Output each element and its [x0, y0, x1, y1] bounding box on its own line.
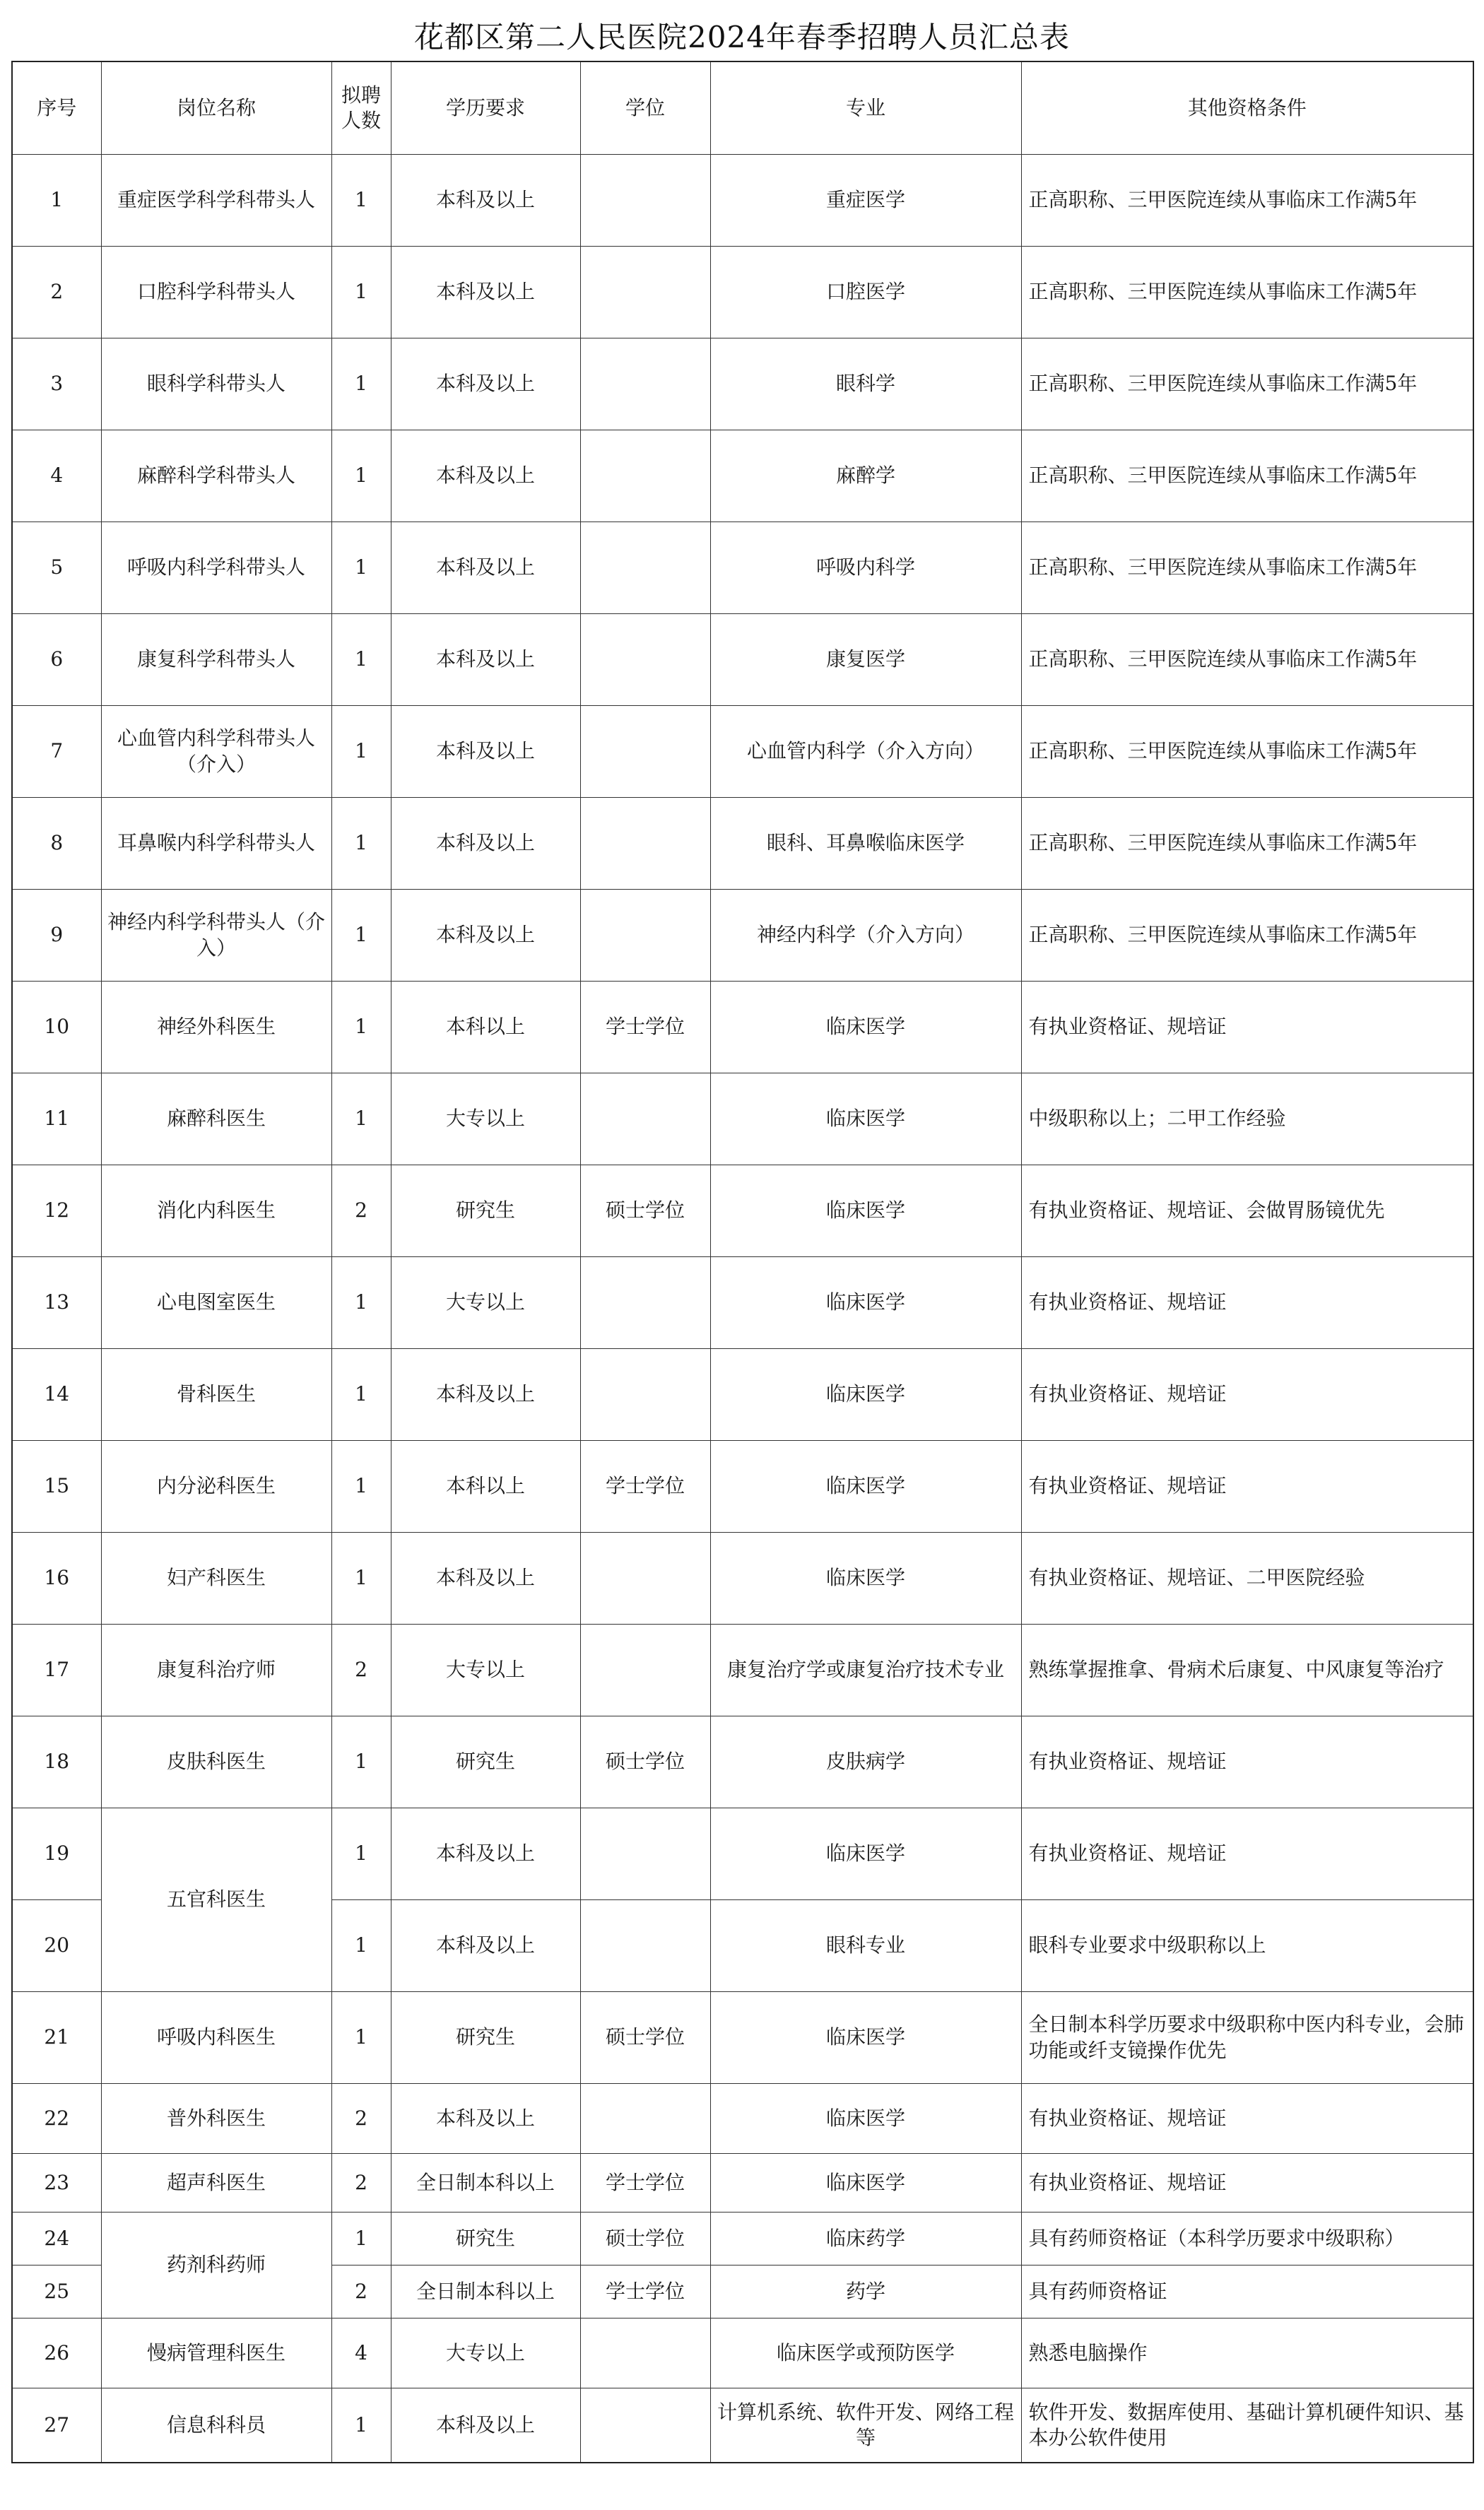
cell-position: 超声科医生	[101, 2154, 331, 2213]
cell-count: 1	[331, 155, 391, 247]
cell-degree: 硕士学位	[580, 1992, 710, 2084]
cell-major: 计算机系统、软件开发、网络工程等	[710, 2388, 1021, 2463]
cell-other: 有执业资格证、规培证	[1021, 982, 1473, 1073]
header-count: 拟聘人数	[331, 61, 391, 155]
table-row	[12, 2213, 1473, 2266]
cell-degree	[580, 522, 710, 614]
cell-seq: 24	[12, 2213, 101, 2266]
cell-other: 正高职称、三甲医院连续从事临床工作满5年	[1021, 614, 1473, 706]
cell-count: 1	[331, 1533, 391, 1625]
table-row	[12, 706, 1473, 798]
cell-major: 临床医学	[710, 1992, 1021, 2084]
cell-position: 内分泌科医生	[101, 1441, 331, 1533]
cell-seq: 5	[12, 522, 101, 614]
table-row	[12, 2318, 1473, 2388]
cell-education: 大专以上	[391, 1073, 580, 1165]
cell-other: 熟练掌握推拿、骨病术后康复、中风康复等治疗	[1021, 1625, 1473, 1716]
cell-major: 心血管内科学（介入方向）	[710, 706, 1021, 798]
cell-major: 临床药学	[710, 2213, 1021, 2266]
cell-major: 眼科、耳鼻喉临床医学	[710, 798, 1021, 890]
cell-other: 有执业资格证、规培证	[1021, 1808, 1473, 1900]
cell-other: 正高职称、三甲医院连续从事临床工作满5年	[1021, 430, 1473, 522]
cell-major: 临床医学	[710, 1257, 1021, 1349]
cell-degree	[580, 2084, 710, 2154]
table-row	[12, 430, 1473, 522]
cell-major: 眼科专业	[710, 1900, 1021, 1992]
cell-major: 临床医学	[710, 2084, 1021, 2154]
cell-degree	[580, 890, 710, 982]
cell-seq: 23	[12, 2154, 101, 2213]
cell-other: 有执业资格证、规培证	[1021, 1349, 1473, 1441]
cell-major: 重症医学	[710, 155, 1021, 247]
cell-seq: 27	[12, 2388, 101, 2463]
table-row	[12, 247, 1473, 338]
cell-major: 口腔医学	[710, 247, 1021, 338]
cell-degree	[580, 1900, 710, 1992]
cell-degree	[580, 614, 710, 706]
cell-education: 大专以上	[391, 2318, 580, 2388]
cell-education: 本科以上	[391, 1441, 580, 1533]
cell-education: 本科及以上	[391, 1533, 580, 1625]
cell-education: 本科及以上	[391, 247, 580, 338]
cell-position: 麻醉科学科带头人	[101, 430, 331, 522]
cell-major: 临床医学或预防医学	[710, 2318, 1021, 2388]
cell-education: 本科及以上	[391, 798, 580, 890]
cell-seq: 8	[12, 798, 101, 890]
cell-education: 本科及以上	[391, 338, 580, 430]
cell-count: 1	[331, 1808, 391, 1900]
cell-count: 2	[331, 2084, 391, 2154]
cell-other: 正高职称、三甲医院连续从事临床工作满5年	[1021, 247, 1473, 338]
cell-other: 眼科专业要求中级职称以上	[1021, 1900, 1473, 1992]
header-row	[12, 61, 1473, 155]
cell-position: 药剂科药师	[101, 2213, 331, 2318]
sheet-title: 花都区第二人民医院2024年春季招聘人员汇总表	[414, 20, 1070, 54]
header-other: 其他资格条件	[1021, 61, 1473, 155]
cell-seq: 16	[12, 1533, 101, 1625]
cell-count: 1	[331, 338, 391, 430]
cell-education: 全日制本科以上	[391, 2266, 580, 2318]
cell-position: 心电图室医生	[101, 1257, 331, 1349]
cell-position: 重症医学科学科带头人	[101, 155, 331, 247]
cell-position: 康复科学科带头人	[101, 614, 331, 706]
cell-other: 有执业资格证、规培证	[1021, 1257, 1473, 1349]
cell-education: 本科及以上	[391, 155, 580, 247]
cell-education: 本科及以上	[391, 2388, 580, 2463]
cell-count: 1	[331, 1992, 391, 2084]
cell-count: 1	[331, 614, 391, 706]
table-row	[12, 890, 1473, 982]
cell-education: 本科及以上	[391, 522, 580, 614]
cell-count: 1	[331, 247, 391, 338]
table-row	[12, 798, 1473, 890]
cell-count: 1	[331, 1257, 391, 1349]
cell-education: 本科及以上	[391, 1349, 580, 1441]
cell-degree: 硕士学位	[580, 1716, 710, 1808]
cell-degree	[580, 2318, 710, 2388]
header-seq: 序号	[12, 61, 101, 155]
cell-degree: 硕士学位	[580, 1165, 710, 1257]
cell-other: 正高职称、三甲医院连续从事临床工作满5年	[1021, 338, 1473, 430]
cell-count: 1	[331, 982, 391, 1073]
cell-major: 神经内科学（介入方向）	[710, 890, 1021, 982]
cell-position: 呼吸内科学科带头人	[101, 522, 331, 614]
header-degree: 学位	[580, 61, 710, 155]
cell-education: 本科及以上	[391, 1808, 580, 1900]
cell-position: 消化内科医生	[101, 1165, 331, 1257]
cell-position: 康复科治疗师	[101, 1625, 331, 1716]
cell-count: 1	[331, 2388, 391, 2463]
table-row	[12, 1533, 1473, 1625]
cell-position: 五官科医生	[101, 1808, 331, 1992]
cell-degree	[580, 247, 710, 338]
cell-other: 正高职称、三甲医院连续从事临床工作满5年	[1021, 155, 1473, 247]
cell-degree	[580, 430, 710, 522]
cell-position: 心血管内科学科带头人（介入）	[101, 706, 331, 798]
table-row	[12, 1073, 1473, 1165]
table-row	[12, 522, 1473, 614]
cell-seq: 1	[12, 155, 101, 247]
recruitment-table	[11, 61, 1474, 2463]
cell-seq: 9	[12, 890, 101, 982]
cell-seq: 18	[12, 1716, 101, 1808]
table-row	[12, 338, 1473, 430]
header-education: 学历要求	[391, 61, 580, 155]
cell-count: 1	[331, 2213, 391, 2266]
cell-major: 皮肤病学	[710, 1716, 1021, 1808]
cell-degree: 学士学位	[580, 2266, 710, 2318]
cell-other: 具有药师资格证（本科学历要求中级职称）	[1021, 2213, 1473, 2266]
cell-count: 1	[331, 1900, 391, 1992]
cell-degree	[580, 1625, 710, 1716]
table-row	[12, 1808, 1473, 1900]
cell-degree	[580, 706, 710, 798]
cell-seq: 22	[12, 2084, 101, 2154]
cell-seq: 11	[12, 1073, 101, 1165]
table-row	[12, 1625, 1473, 1716]
cell-other: 正高职称、三甲医院连续从事临床工作满5年	[1021, 522, 1473, 614]
cell-other: 具有药师资格证	[1021, 2266, 1473, 2318]
cell-other: 中级职称以上；二甲工作经验	[1021, 1073, 1473, 1165]
cell-degree: 学士学位	[580, 2154, 710, 2213]
cell-count: 1	[331, 1441, 391, 1533]
cell-major: 临床医学	[710, 1441, 1021, 1533]
cell-degree	[580, 1808, 710, 1900]
cell-degree	[580, 155, 710, 247]
cell-count: 1	[331, 890, 391, 982]
cell-position: 神经外科医生	[101, 982, 331, 1073]
cell-other: 有执业资格证、规培证	[1021, 1441, 1473, 1533]
cell-position: 麻醉科医生	[101, 1073, 331, 1165]
cell-position: 慢病管理科医生	[101, 2318, 331, 2388]
cell-position: 呼吸内科医生	[101, 1992, 331, 2084]
cell-major: 康复治疗学或康复治疗技术专业	[710, 1625, 1021, 1716]
table-row	[12, 2084, 1473, 2154]
table-row	[12, 1257, 1473, 1349]
cell-seq: 15	[12, 1441, 101, 1533]
cell-major: 临床医学	[710, 1808, 1021, 1900]
table-row	[12, 1441, 1473, 1533]
cell-count: 1	[331, 1716, 391, 1808]
cell-position: 眼科学科带头人	[101, 338, 331, 430]
cell-degree	[580, 338, 710, 430]
cell-seq: 21	[12, 1992, 101, 2084]
cell-education: 全日制本科以上	[391, 2154, 580, 2213]
cell-seq: 2	[12, 247, 101, 338]
cell-education: 研究生	[391, 1165, 580, 1257]
cell-degree	[580, 1533, 710, 1625]
cell-other: 有执业资格证、规培证	[1021, 2154, 1473, 2213]
cell-position: 皮肤科医生	[101, 1716, 331, 1808]
table-row	[12, 2154, 1473, 2213]
cell-other: 正高职称、三甲医院连续从事临床工作满5年	[1021, 706, 1473, 798]
cell-position: 妇产科医生	[101, 1533, 331, 1625]
header-position: 岗位名称	[101, 61, 331, 155]
cell-other: 有执业资格证、规培证	[1021, 1716, 1473, 1808]
cell-education: 本科及以上	[391, 1900, 580, 1992]
cell-count: 1	[331, 430, 391, 522]
cell-other: 软件开发、数据库使用、基础计算机硬件知识、基本办公软件使用	[1021, 2388, 1473, 2463]
cell-count: 2	[331, 1625, 391, 1716]
cell-seq: 19	[12, 1808, 101, 1900]
cell-seq: 17	[12, 1625, 101, 1716]
cell-seq: 3	[12, 338, 101, 430]
cell-major: 临床医学	[710, 1349, 1021, 1441]
table-row	[12, 1165, 1473, 1257]
table-body	[12, 155, 1473, 2463]
cell-education: 本科及以上	[391, 430, 580, 522]
cell-major: 呼吸内科学	[710, 522, 1021, 614]
cell-degree	[580, 798, 710, 890]
cell-education: 本科以上	[391, 982, 580, 1073]
cell-seq: 4	[12, 430, 101, 522]
cell-degree	[580, 1257, 710, 1349]
cell-degree	[580, 1349, 710, 1441]
cell-other: 正高职称、三甲医院连续从事临床工作满5年	[1021, 798, 1473, 890]
cell-seq: 25	[12, 2266, 101, 2318]
cell-education: 研究生	[391, 2213, 580, 2266]
cell-count: 1	[331, 706, 391, 798]
cell-seq: 7	[12, 706, 101, 798]
cell-position: 神经内科学科带头人（介入）	[101, 890, 331, 982]
cell-count: 1	[331, 522, 391, 614]
cell-count: 4	[331, 2318, 391, 2388]
cell-seq: 14	[12, 1349, 101, 1441]
header-major: 专业	[710, 61, 1021, 155]
cell-education: 本科及以上	[391, 890, 580, 982]
cell-count: 2	[331, 2266, 391, 2318]
cell-degree	[580, 2388, 710, 2463]
cell-seq: 10	[12, 982, 101, 1073]
cell-education: 研究生	[391, 1992, 580, 2084]
cell-education: 研究生	[391, 1716, 580, 1808]
cell-education: 本科及以上	[391, 706, 580, 798]
table-row	[12, 155, 1473, 247]
cell-position: 信息科科员	[101, 2388, 331, 2463]
cell-major: 眼科学	[710, 338, 1021, 430]
cell-other: 全日制本科学历要求中级职称中医内科专业，会肺功能或纤支镜操作优先	[1021, 1992, 1473, 2084]
table-row	[12, 1716, 1473, 1808]
cell-position: 普外科医生	[101, 2084, 331, 2154]
cell-count: 1	[331, 1073, 391, 1165]
cell-seq: 20	[12, 1900, 101, 1992]
cell-seq: 6	[12, 614, 101, 706]
cell-count: 2	[331, 1165, 391, 1257]
table-row	[12, 1992, 1473, 2084]
cell-major: 临床医学	[710, 1165, 1021, 1257]
table-row	[12, 614, 1473, 706]
cell-other: 有执业资格证、规培证、二甲医院经验	[1021, 1533, 1473, 1625]
cell-seq: 26	[12, 2318, 101, 2388]
cell-major: 临床医学	[710, 1533, 1021, 1625]
cell-education: 大专以上	[391, 1625, 580, 1716]
cell-other: 熟悉电脑操作	[1021, 2318, 1473, 2388]
cell-other: 正高职称、三甲医院连续从事临床工作满5年	[1021, 890, 1473, 982]
cell-major: 药学	[710, 2266, 1021, 2318]
cell-education: 本科及以上	[391, 2084, 580, 2154]
cell-count: 2	[331, 2154, 391, 2213]
cell-position: 耳鼻喉内科学科带头人	[101, 798, 331, 890]
cell-degree	[580, 1073, 710, 1165]
table-row	[12, 1349, 1473, 1441]
recruitment-sheet	[11, 13, 1473, 2463]
cell-other: 有执业资格证、规培证	[1021, 2084, 1473, 2154]
cell-count: 1	[331, 798, 391, 890]
cell-degree: 学士学位	[580, 1441, 710, 1533]
cell-seq: 13	[12, 1257, 101, 1349]
cell-count: 1	[331, 1349, 391, 1441]
cell-major: 麻醉学	[710, 430, 1021, 522]
cell-position: 骨科医生	[101, 1349, 331, 1441]
table-row	[12, 982, 1473, 1073]
cell-major: 临床医学	[710, 2154, 1021, 2213]
cell-other: 有执业资格证、规培证、会做胃肠镜优先	[1021, 1165, 1473, 1257]
cell-major: 临床医学	[710, 1073, 1021, 1165]
cell-education: 本科及以上	[391, 614, 580, 706]
cell-seq: 12	[12, 1165, 101, 1257]
cell-degree: 硕士学位	[580, 2213, 710, 2266]
table-row	[12, 2388, 1473, 2463]
cell-position: 口腔科学科带头人	[101, 247, 331, 338]
cell-degree: 学士学位	[580, 982, 710, 1073]
cell-major: 临床医学	[710, 982, 1021, 1073]
cell-education: 大专以上	[391, 1257, 580, 1349]
cell-major: 康复医学	[710, 614, 1021, 706]
